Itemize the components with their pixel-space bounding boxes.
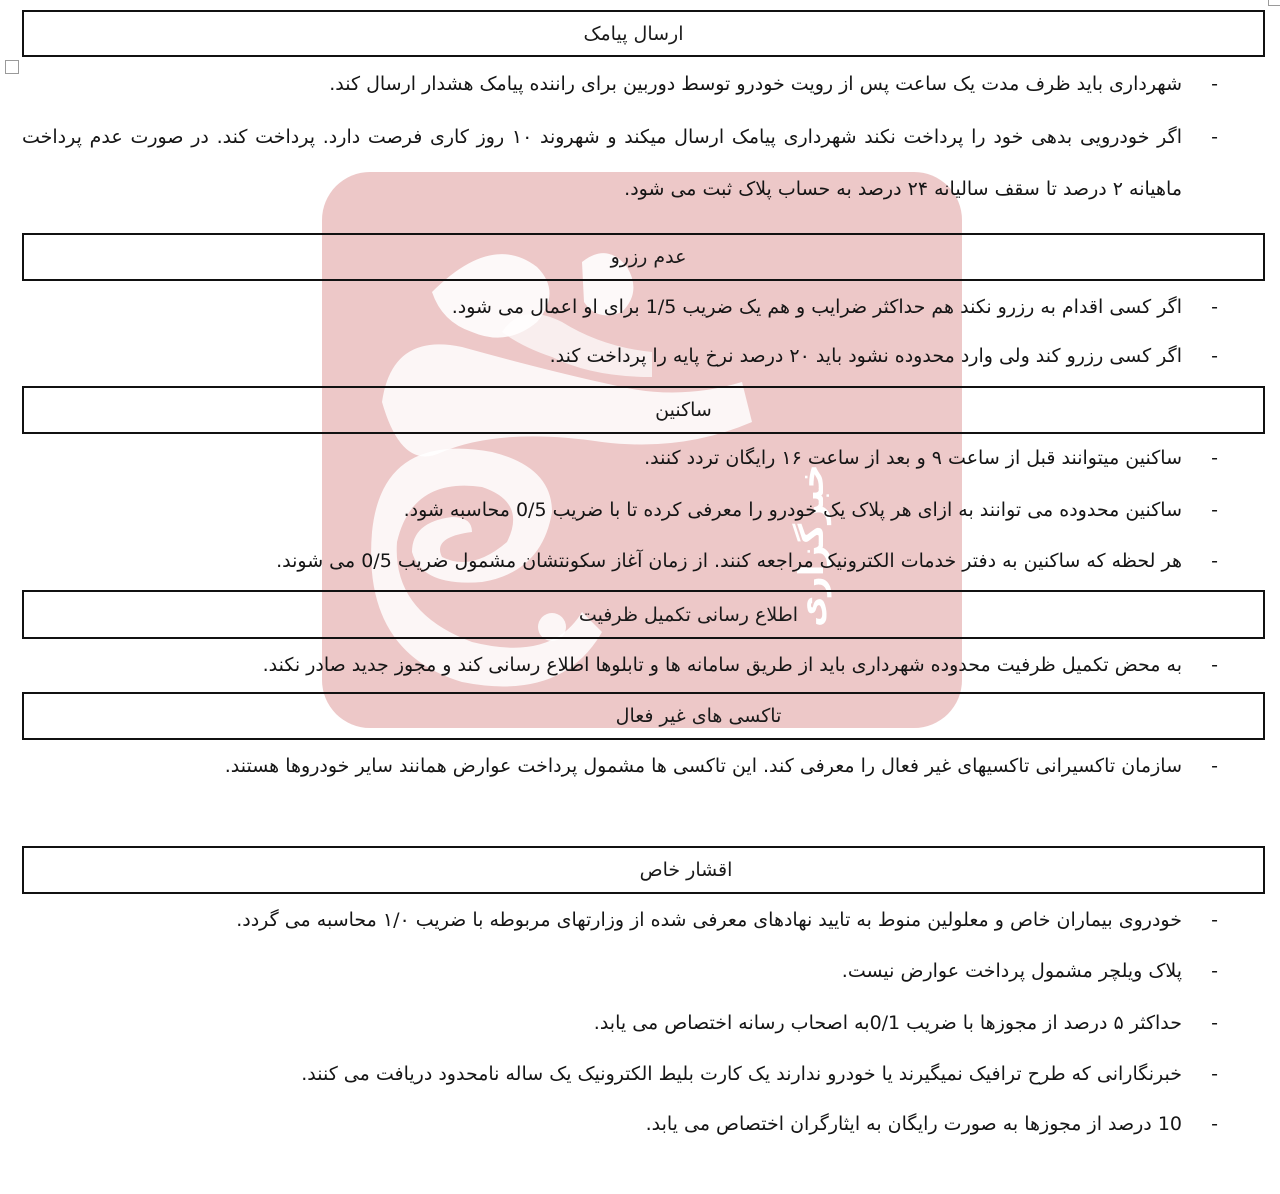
bullet-dash: - — [1211, 550, 1218, 572]
section-heading-box — [22, 10, 1265, 57]
section-title: ساکنین — [655, 399, 712, 421]
section-heading-box — [22, 590, 1265, 639]
list-item-text: ساکنین میتوانند قبل از ساعت ۹ و بعد از ساعت ۱۶ رایگان تردد کنند. — [644, 447, 1182, 469]
list-item — [22, 111, 1218, 215]
list-item-text: سازمان تاکسیرانی تاکسیهای غیر فعال را معرفی کند. این تاکسی ها مشمول پرداخت عوارض همانند سایر خودروها هستند. — [224, 755, 1182, 777]
list-item-text: ساکنین محدوده می توانند به ازای هر پلاک یک خودرو را معرفی کرده تا با ضریب 0/5 محاسبه شود. — [403, 499, 1182, 521]
table-resize-handle[interactable] — [5, 60, 19, 74]
list-item-text: اگر کسی اقدام به رزرو نکند هم حداکثر ضرایب و هم یک ضریب 1/5 برای او اعمال می شود. — [451, 296, 1182, 318]
list-item — [22, 330, 1218, 382]
list-item — [22, 535, 1218, 587]
bullet-dash: - — [1211, 126, 1218, 148]
list-item-text: اگر کسی رزرو کند ولی وارد محدوده نشود باید ۲۰ درصد نرخ پایه را پرداخت کند. — [549, 345, 1182, 367]
list-item-text: 10 درصد از مجوزها به صورت رایگان به ایثارگران اختصاص می یابد. — [645, 1113, 1182, 1135]
bullet-dash: - — [1211, 296, 1218, 318]
watermark-brand-fa: خبرگزاری — [792, 464, 832, 627]
table-move-handle[interactable] — [1268, 0, 1280, 6]
list-item-text: به محض تکمیل ظرفیت محدوده شهرداری باید از طریق سامانه ها و تابلوها اطلاع رسانی کند و مجوز جدید صادر نکند. — [262, 654, 1182, 676]
bullet-dash: - — [1211, 447, 1218, 469]
section-title: تاکسی های غیر فعال — [615, 705, 782, 727]
bullet-dash: - — [1211, 960, 1218, 982]
bullet-dash: - — [1211, 755, 1218, 777]
list-item — [22, 945, 1218, 997]
list-item — [22, 1048, 1218, 1100]
list-item — [22, 281, 1218, 333]
list-item — [20, 894, 1218, 946]
list-item-text: خبرنگارانی که طرح ترافیک نمیگیرند یا خودرو ندارند یک کارت بلیط الکترونیک یک ساله نامحدود دریافت می کنند. — [301, 1063, 1182, 1085]
bullet-dash: - — [1211, 499, 1218, 521]
list-item — [22, 58, 1218, 110]
section-title: اطلاع رسانی تکمیل ظرفیت — [578, 603, 799, 626]
list-item-text: شهرداری باید ظرف مدت یک ساعت پس از رویت خودرو توسط دوربین برای راننده پیامک هشدار ارسال کند. — [329, 73, 1182, 95]
bullet-dash: - — [1211, 1113, 1218, 1135]
list-item-text: اگر خودرویی بدهی خود را پرداخت نکند شهرداری پیامک ارسال میکند و شهروند ۱۰ روز کاری فرصت دارد. پرداخت کند. در صورت عدم پرداخت ماهیانه ۲ درصد تا سقف سالیانه ۲۴ درصد به حساب پلاک ثبت می شود. — [22, 126, 1182, 200]
bullet-dash: - — [1211, 654, 1218, 676]
list-item — [22, 740, 1218, 792]
list-item-text: حداکثر ۵ درصد از مجوزها با ضریب 0/1به اصحاب رسانه اختصاص می یابد. — [593, 1012, 1182, 1034]
section-title: ارسال پیامک — [583, 22, 684, 45]
section-title: اقشار خاص — [639, 859, 733, 881]
list-item-text: پلاک ویلچر مشمول پرداخت عوارض نیست. — [841, 960, 1182, 982]
list-item — [22, 997, 1218, 1049]
section-title: عدم رزرو — [610, 246, 687, 268]
list-item-text: هر لحظه که ساکنین به دفتر خدمات الکترونیک مراجعه کنند. از زمان آغاز سکونتشان مشمول ضریب 0/5 می شوند. — [276, 550, 1182, 572]
section-heading-box — [22, 846, 1265, 894]
list-item — [22, 432, 1218, 484]
bullet-dash: - — [1211, 1063, 1218, 1085]
bullet-dash: - — [1211, 73, 1218, 95]
section-heading-box — [22, 386, 1265, 434]
list-item — [22, 484, 1218, 536]
list-item — [22, 1098, 1218, 1150]
section-heading-box — [22, 233, 1265, 281]
bullet-dash: - — [1211, 1012, 1218, 1034]
bullet-dash: - — [1211, 909, 1218, 931]
list-item-text: خودروی بیماران خاص و معلولین منوط به تایید نهادهای معرفی شده از وزارتهای مربوطه با ضریب ۱/۰ محاسبه می گردد. — [236, 909, 1182, 931]
bullet-dash: - — [1211, 345, 1218, 367]
section-heading-box — [22, 692, 1265, 740]
list-item — [22, 639, 1218, 691]
